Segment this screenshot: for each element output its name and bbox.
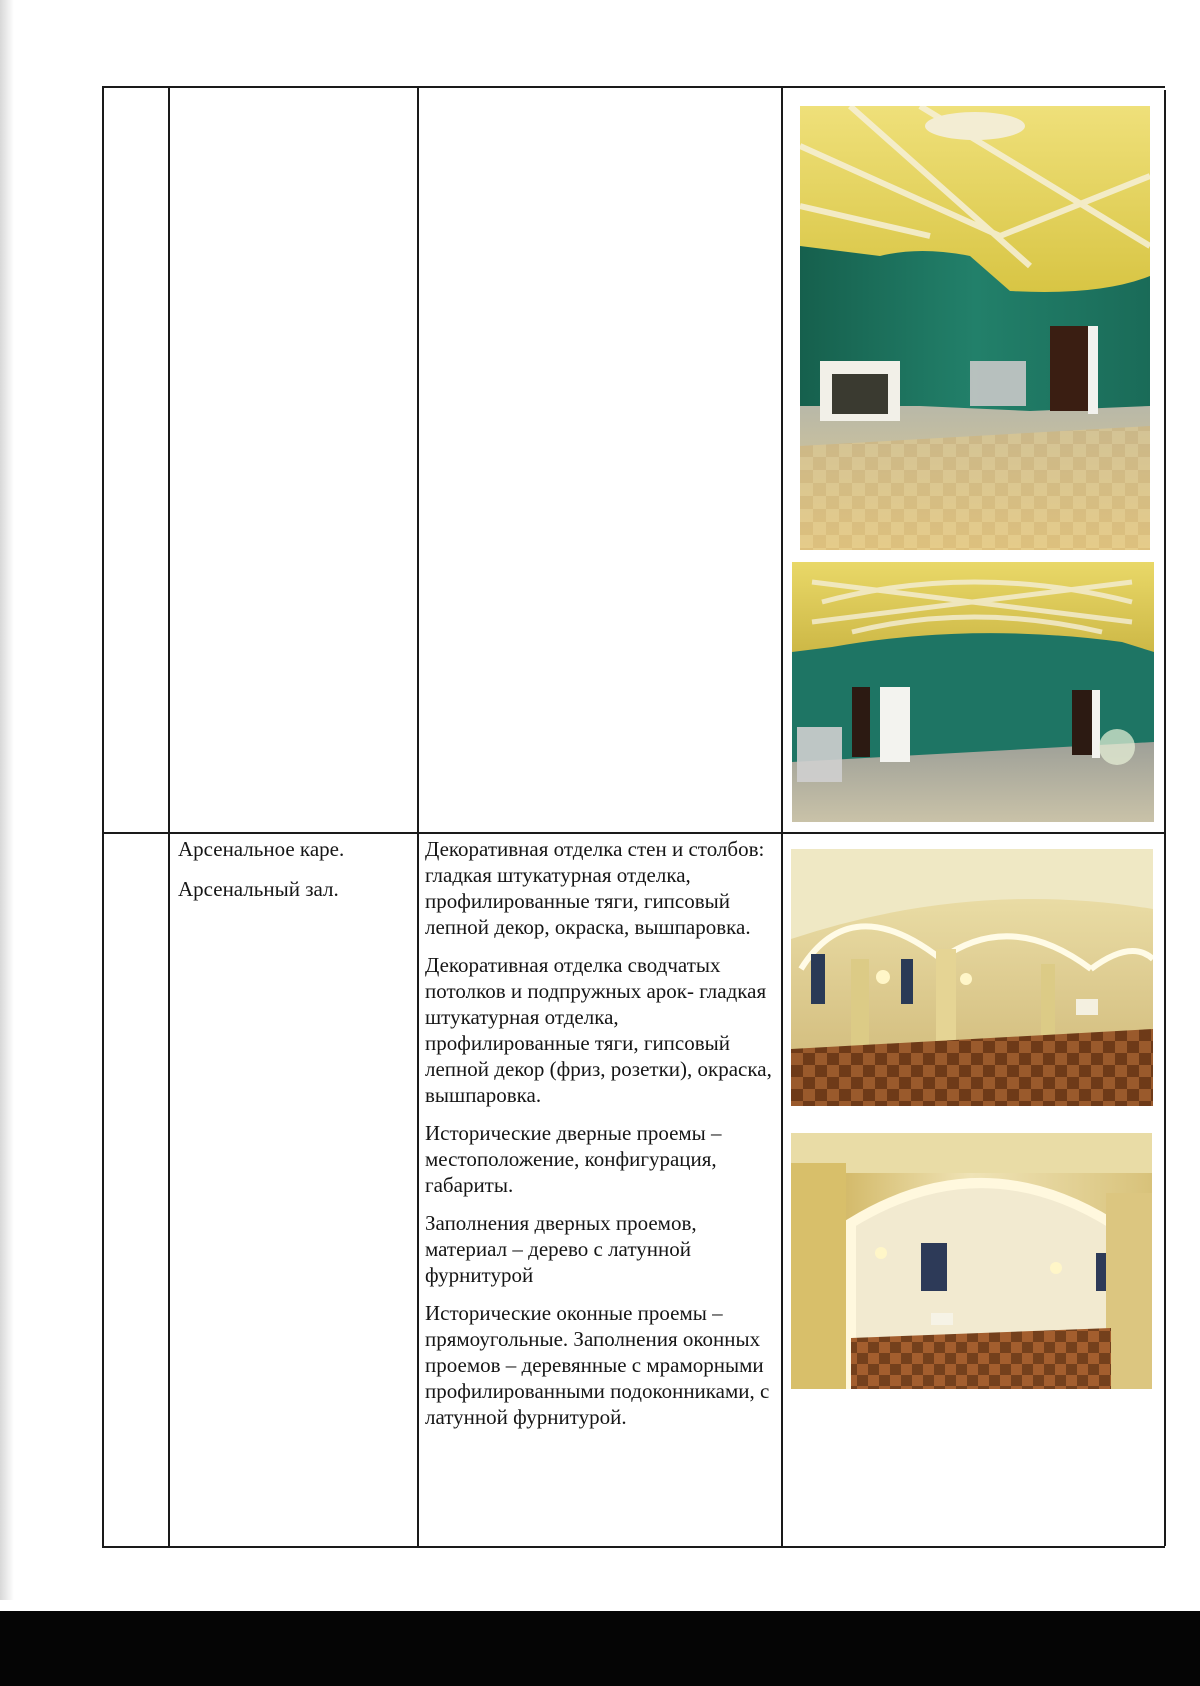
photo-green-hall-fireplace bbox=[800, 106, 1150, 550]
scan-bottom-bar bbox=[0, 1611, 1200, 1686]
column-divider-2 bbox=[417, 86, 419, 1547]
description-cell bbox=[425, 836, 775, 1442]
description-paragraph: Заполнения дверных проемов, материал – дерево с латунной фурнитурой bbox=[425, 1211, 697, 1287]
row-divider bbox=[102, 832, 1165, 834]
description-paragraph: Декоративная отделка стен и столбов: гладкая штукатурная отделка, профилированные тяги, гипсовый лепной декор, окраска, вышпаровка. bbox=[425, 837, 765, 939]
photo-green-hall-wide bbox=[792, 562, 1154, 822]
object-name-line: Арсенальное каре. bbox=[178, 837, 345, 861]
table-bottom-border bbox=[102, 1546, 1165, 1548]
description-paragraph: Декоративная отделка сводчатых потолков и подпружных арок- гладкая штукатурная отделка, профилированные тяги, гипсовый лепной декор (фриз, розетки), окраска, вышпаровка. bbox=[425, 953, 772, 1107]
description-paragraph: Исторические оконные проемы – прямоугольные. Заполнения оконных проемов – деревянные с мраморными профилированными подоконниками, с латунной фурнитурой. bbox=[425, 1301, 770, 1429]
object-name-cell bbox=[178, 836, 408, 916]
column-divider-1 bbox=[168, 86, 170, 1547]
photo-yellow-arched-hall bbox=[791, 1133, 1152, 1389]
column-divider-3 bbox=[781, 86, 783, 1547]
scan-edge-shadow bbox=[0, 0, 14, 1600]
object-name-line: Арсенальный зал. bbox=[178, 877, 339, 901]
table-top-border bbox=[102, 86, 1165, 88]
description-paragraph: Исторические дверные проемы – местоположение, конфигурация, габариты. bbox=[425, 1121, 722, 1197]
table-left-border bbox=[102, 86, 104, 1547]
photo-yellow-vaulted-hall bbox=[791, 849, 1153, 1106]
table-right-border bbox=[1164, 90, 1166, 1546]
